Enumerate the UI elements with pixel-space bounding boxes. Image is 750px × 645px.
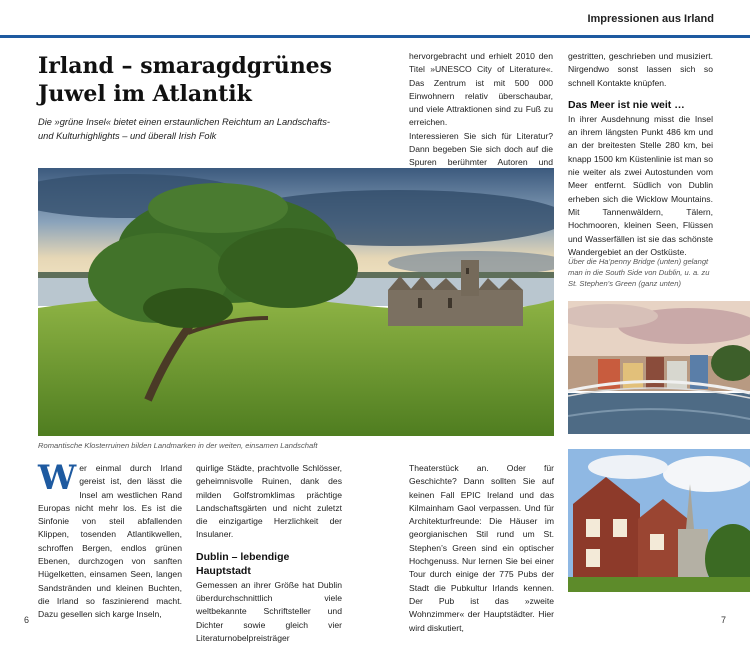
paragraph: Interessieren Sie sich für Literatur? Dann begeben Sie sich doch auf die Spuren berühmter Autoren und (409, 130, 553, 168)
column-3 (409, 462, 554, 635)
main-photo-caption: Romantische Klosterruinen bilden Landmarken in der weiten, einsamen Landschaft (38, 441, 318, 450)
column-1 (38, 458, 182, 622)
paragraph: In ihrer Ausdehnung misst die Insel an ihrem längsten Punkt 486 km und an der breitesten Stelle 280 km, bei knapp 1500 km Küstenlinie ist man so nie weiter als zwei Autostunden vom Meer entfernt. Südlich von Dublin erheben sich die Wicklow Mountains. Mit Tannenwäldern, Tälern, Hochmooren, kleinen Seen, Flüssen und Wasserfällen ist sie das schönste Wandergebiet an der Ostküste. (568, 113, 713, 257)
article-subtitle: Die »grüne Insel« bietet einen erstaunlichen Reichtum an Landschafts- und Kulturhighlights – und überall Irish Folk (38, 117, 330, 141)
paragraph: Theaterstück an. Oder für Geschichte? Dann sollten Sie auf keinen Fall EPIC Ireland und das Kilmainham Gaol verpassen. Und für Architekturfreunde: Die Häuser im georgianischen Stil rund um St. Stephen’s Green sind ein optischer Hochgenuss. Nur lernen Sie bei einer Tour durch einige der 775 Pubs der Stadt die Pubkultur Irlands kennen. Der Pub ist das »zweite Wohnzimmer« der Hauptstädter. Hier wird diskutiert, (409, 463, 554, 633)
subheading-dublin: Dublin – lebendige Hauptstadt (196, 550, 290, 577)
header-rule (0, 35, 750, 38)
title-line-2: Juwel im Atlantik (38, 81, 252, 107)
column-right (568, 50, 713, 259)
photo-caption-dublin: Über die Ha’penny Bridge (unten) gelangt man in die South Side von Dublin, u. a. zu St. Stephen’s Green (ganz unten) (568, 257, 710, 288)
main-photo-monastery (38, 168, 554, 436)
paragraph: Gemessen an ihrer Größe hat Dublin überdurchschnittlich viele weltbekannte Schriftsteller und Dichter sowie gleich vier Literaturnobelpreisträger (196, 579, 342, 643)
section-header-label: Impressionen aus Irland (587, 13, 714, 25)
page-number-right: 7 (720, 615, 726, 625)
paragraph: er einmal durch Irland gereist ist, den lässt die Insel am westlichen Rand Europas nicht mehr los. Es ist die Sinfonie von steil abfallenden Klippen, tosenden Atlantikwellen, schroffen Bergen, endlos grünen Ebenen, durchzogen von sanften Hügelketten, einsamen Seen, langen Sandstränden und kleinen Buchten, die Irland so faszinierend macht. Dazu gesellen sich karge Inseln, (38, 463, 182, 620)
photo-hapenny-bridge (568, 301, 750, 434)
drop-cap: W (38, 458, 77, 498)
paragraph: quirlige Städte, prachtvolle Schlösser, geheimnisvolle Ruinen, dank des milden Golfstromklimas prächtige Landschaftsgärten und nicht zuletzt die einzigartige Herzlichkeit der Insulaner. (196, 463, 342, 540)
paragraph: gestritten, geschrieben und musiziert. Nirgendwo sonst lassen sich so schnell Kontakte knüpfen. (568, 51, 713, 88)
column-middle-top (409, 50, 553, 183)
subheading-sea: Das Meer ist nie weit … (568, 98, 685, 111)
article-title (38, 52, 338, 108)
column-2 (196, 462, 342, 645)
paragraph: hervorgebracht und erhielt 2010 den Titel »UNESCO City of Literature«. Das Zentrum ist mit 500 000 Einwohnern relativ überschaubar, und viele Attraktionen sind zu Fuß zu erreichen. (409, 51, 553, 128)
photo-st-stephens-green (568, 449, 750, 592)
page-number-left: 6 (24, 615, 30, 625)
title-line-1: Irland – smaragdgrünes (38, 53, 333, 79)
